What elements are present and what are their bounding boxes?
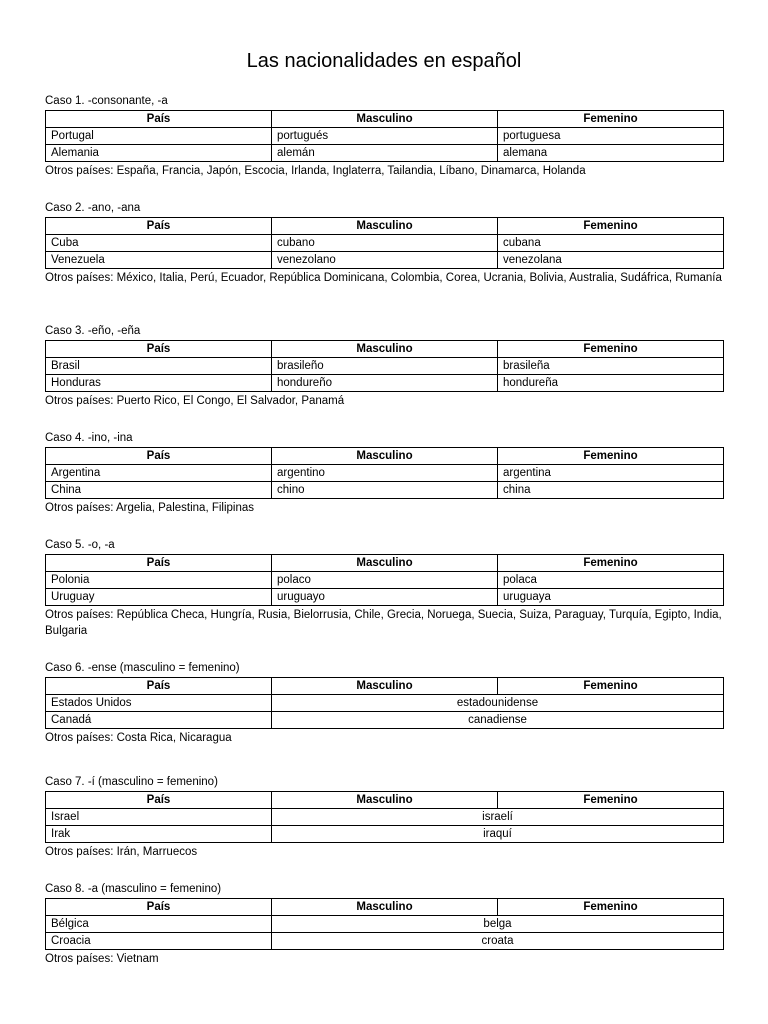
table-row [46,933,724,950]
cell-pais: Honduras [46,375,272,392]
otros-paises: Otros países: Vietnam [45,953,159,965]
cell-pais: China [46,482,272,499]
cell-pais: Venezuela [46,252,272,269]
header-pais: País [46,555,272,572]
table-row [46,572,724,589]
table-header-row [46,341,724,358]
caso-label: Caso 5. -o, -a [45,539,115,551]
section-caso-3 [45,324,723,409]
table-row [46,712,724,729]
nationality-table [45,898,724,950]
header-femenino: Femenino [498,218,724,235]
header-masculino: Masculino [272,555,498,572]
otros-paises: Otros países: España, Francia, Japón, Escocia, Irlanda, Inglaterra, Tailandia, Líbano, Dinamarca, Holanda [45,165,586,177]
page-title: Las nacionalidades en español [246,50,522,72]
header-femenino: Femenino [498,899,724,916]
header-pais: País [46,218,272,235]
header-pais: País [46,899,272,916]
cell-masculino-femenino: belga [272,916,724,933]
cell-pais: Argentina [46,465,272,482]
table-row [46,826,724,843]
nationality-table [45,677,724,729]
header-masculino: Masculino [272,792,498,809]
cell-masculino: brasileño [272,358,498,375]
table-header-row [46,899,724,916]
header-femenino: Femenino [498,678,724,695]
table-row [46,916,724,933]
cell-pais: Croacia [46,933,272,950]
otros-paises: Otros países: México, Italia, Perú, Ecuador, República Dominicana, Colombia, Corea, Ucrania, Bolivia, Australia, Sudáfrica, Rumanía [45,272,722,284]
cell-pais: Canadá [46,712,272,729]
cell-masculino: polaco [272,572,498,589]
cell-femenino: portuguesa [498,128,724,145]
header-pais: País [46,678,272,695]
otros-paises: Otros países: Irán, Marruecos [45,846,198,858]
caso-label: Caso 7. -í (masculino = femenino) [45,776,218,788]
section-caso-4 [45,431,723,516]
cell-masculino: chino [272,482,498,499]
cell-pais: Uruguay [46,589,272,606]
nationality-table [45,110,724,162]
table-row [46,695,724,712]
header-masculino: Masculino [272,448,498,465]
cell-masculino-femenino: estadounidense [272,695,724,712]
cell-femenino: argentina [498,465,724,482]
cell-pais: Brasil [46,358,272,375]
nationality-table [45,791,724,843]
section-caso-5 [45,538,723,639]
cell-femenino: polaca [498,572,724,589]
nationality-table [45,447,724,499]
header-pais: País [46,448,272,465]
table-header-row [46,792,724,809]
cell-femenino: cubana [498,235,724,252]
header-femenino: Femenino [498,341,724,358]
section-caso-8 [45,882,723,967]
cell-pais: Irak [46,826,272,843]
otros-paises: Otros países: Puerto Rico, El Congo, El Salvador, Panamá [45,395,345,407]
table-header-row [46,448,724,465]
header-pais: País [46,792,272,809]
cell-pais: Portugal [46,128,272,145]
header-femenino: Femenino [498,555,724,572]
header-pais: País [46,111,272,128]
table-row [46,145,724,162]
cell-pais: Bélgica [46,916,272,933]
caso-label: Caso 1. -consonante, -a [45,95,168,107]
nationality-table [45,217,724,269]
caso-label: Caso 4. -ino, -ina [45,432,133,444]
cell-masculino: argentino [272,465,498,482]
header-masculino: Masculino [272,218,498,235]
section-caso-6 [45,661,723,746]
header-masculino: Masculino [272,111,498,128]
header-femenino: Femenino [498,111,724,128]
table-row [46,589,724,606]
cell-masculino-femenino: canadiense [272,712,724,729]
cell-pais: Israel [46,809,272,826]
cell-masculino: hondureño [272,375,498,392]
section-caso-1 [45,94,723,179]
table-row [46,482,724,499]
otros-paises: Otros países: Costa Rica, Nicaragua [45,732,232,744]
nationality-table [45,340,724,392]
section-caso-2 [45,201,723,286]
caso-label: Caso 8. -a (masculino = femenino) [45,883,222,895]
table-header-row [46,218,724,235]
otros-paises: Otros países: Argelia, Palestina, Filipinas [45,502,255,514]
table-row [46,128,724,145]
table-row [46,809,724,826]
cell-masculino: cubano [272,235,498,252]
header-masculino: Masculino [272,899,498,916]
table-header-row [46,678,724,695]
header-masculino: Masculino [272,341,498,358]
cell-femenino: china [498,482,724,499]
cell-masculino-femenino: iraquí [272,826,724,843]
cell-femenino: hondureña [498,375,724,392]
cell-masculino: alemán [272,145,498,162]
header-femenino: Femenino [498,448,724,465]
section-caso-7 [45,775,723,860]
cell-femenino: alemana [498,145,724,162]
table-row [46,235,724,252]
cell-femenino: brasileña [498,358,724,375]
table-header-row [46,111,724,128]
cell-pais: Alemania [46,145,272,162]
caso-label: Caso 6. -ense (masculino = femenino) [45,662,240,674]
cell-masculino-femenino: israelí [272,809,724,826]
caso-label: Caso 2. -ano, -ana [45,202,141,214]
table-row [46,252,724,269]
cell-femenino: uruguaya [498,589,724,606]
header-femenino: Femenino [498,792,724,809]
table-row [46,465,724,482]
cell-masculino: uruguayo [272,589,498,606]
cell-masculino-femenino: croata [272,933,724,950]
header-masculino: Masculino [272,678,498,695]
cell-pais: Polonia [46,572,272,589]
table-row [46,375,724,392]
cell-pais: Estados Unidos [46,695,272,712]
cell-pais: Cuba [46,235,272,252]
cell-femenino: venezolana [498,252,724,269]
nationality-table [45,554,724,606]
cell-masculino: portugués [272,128,498,145]
caso-label: Caso 3. -eño, -eña [45,325,141,337]
table-row [46,358,724,375]
otros-paises: Otros países: República Checa, Hungría, Rusia, Bielorrusia, Chile, Grecia, Noruega, Suecia, Suiza, Paraguay, Turquía, Egipto, India, Bulgaria [45,609,722,637]
header-pais: País [46,341,272,358]
table-header-row [46,555,724,572]
cell-masculino: venezolano [272,252,498,269]
